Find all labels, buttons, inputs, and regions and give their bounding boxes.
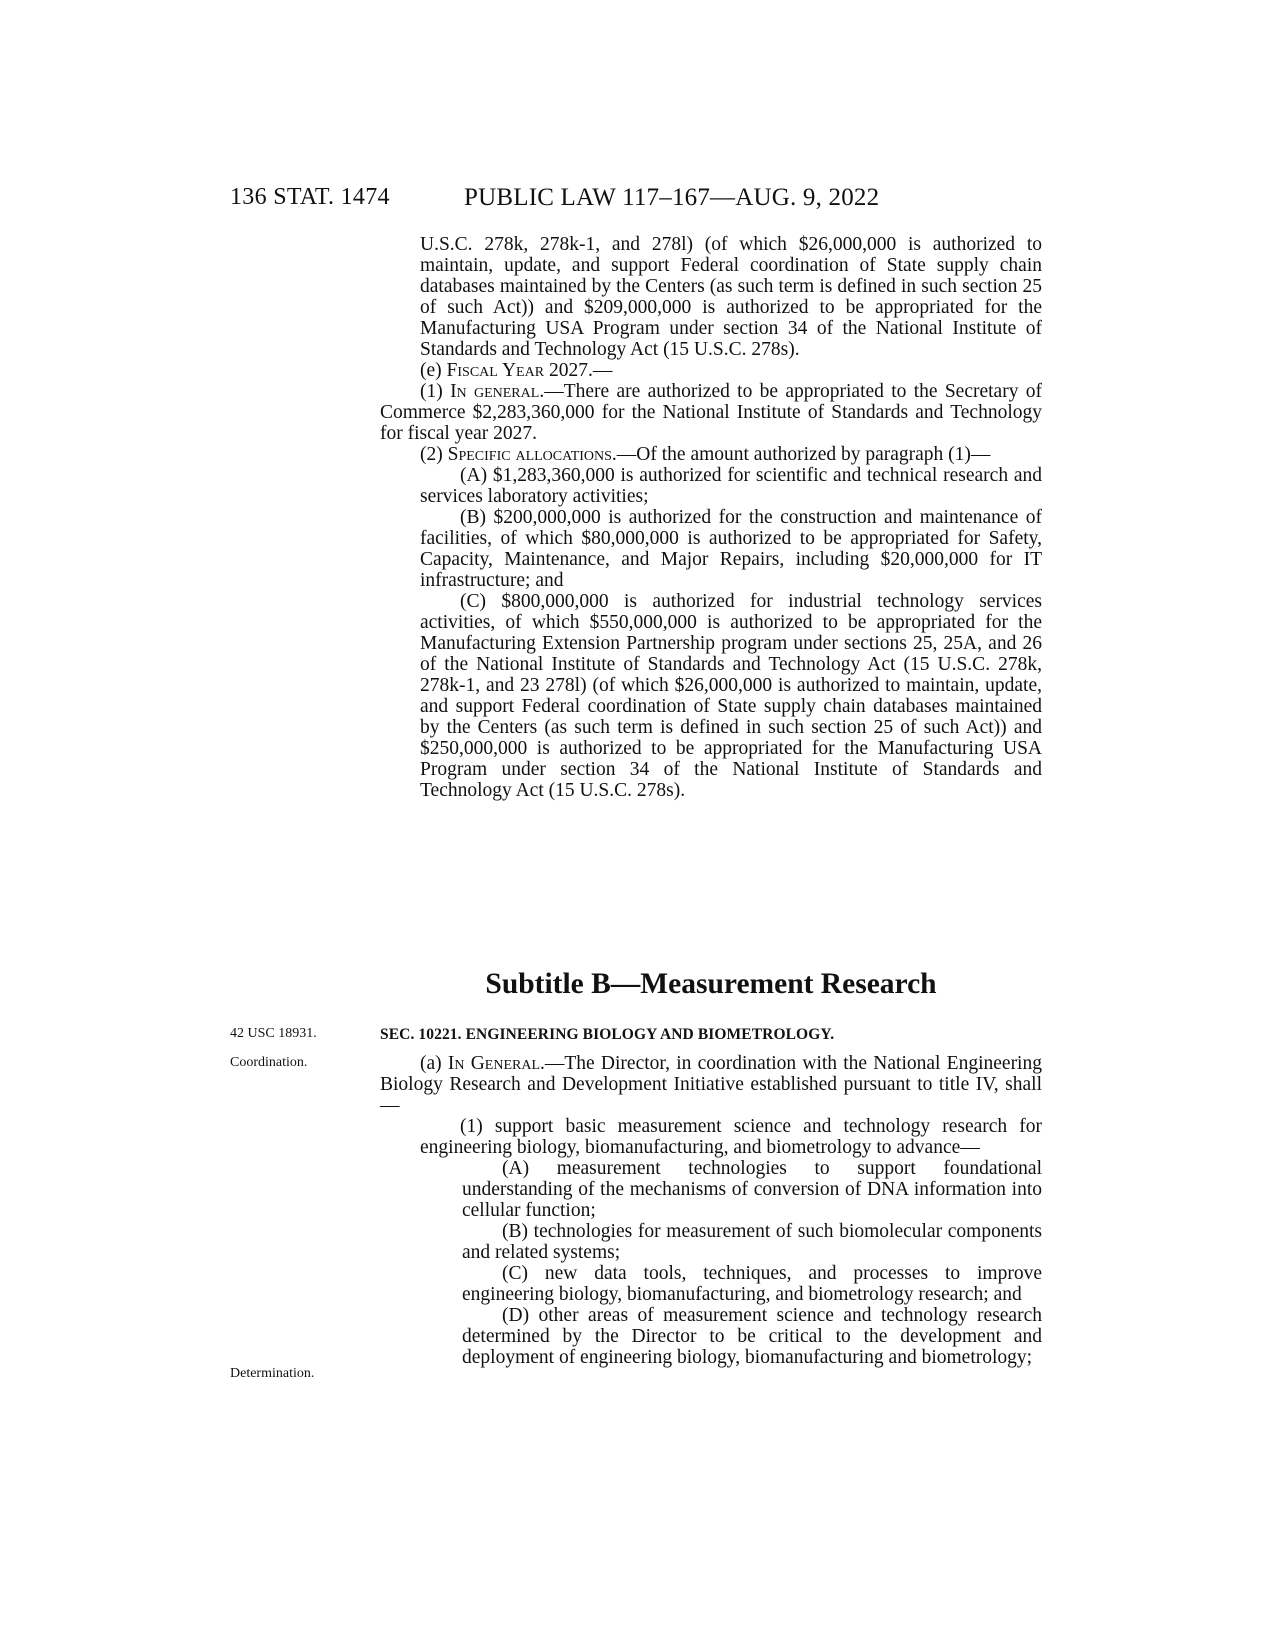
fy2027-subparagraph-b: (B) $200,000,000 is authorized for the construction and maintenance of facilities, of which $80,000,000 is authorized to be appropriated for Safety, Capacity, Maintenance, and Major Repairs, including $20,000,000 for IT infrastructure; and [420,507,1042,591]
section-heading: SEC. 10221. ENGINEERING BIOLOGY AND BIOMETROLOGY. [380,1026,835,1043]
section-subsection-a: (a) In General.—The Director, in coordination with the National Engineering Biology Research and Development Initiative established pursuant to title IV, shall— [380,1053,1042,1116]
subtitle-heading: Subtitle B—Measurement Research [485,968,937,1000]
section-subparagraph-a: (A) measurement technologies to support foundational understanding of the mechanisms of conversion of DNA information into cellular function; [462,1158,1042,1221]
fy2027-heading: (e) Fiscal Year 2027.— [420,360,613,381]
section-subparagraph-c: (C) new data tools, techniques, and processes to improve engineering biology, biomanufacturing, and biometrology research; and [462,1263,1042,1305]
fy2027-paragraph-2: (2) Specific allocations.—Of the amount authorized by paragraph (1)— [420,444,991,465]
margin-note-usc: 42 USC 18931. [230,1026,317,1041]
margin-note-coordination: Coordination. [230,1055,308,1070]
fy2027-subparagraph-a: (A) $1,283,360,000 is authorized for scientific and technical research and services laboratory activities; [420,465,1042,507]
section-10221 [380,1024,1042,1368]
section-subparagraph-b: (B) technologies for measurement of such biomolecular components and related systems; [462,1221,1042,1263]
section-paragraph-1: (1) support basic measurement science and technology research for engineering biology, biomanufacturing, and biometrology to advance— [420,1116,1042,1158]
fy2027-paragraph-1: (1) In general.—There are authorized to be appropriated to the Secretary of Commerce $2,283,360,000 for the National Institute of Standards and Technology for fiscal year 2027. [380,381,1043,444]
running-head: PUBLIC LAW 117–167—AUG. 9, 2022 [464,184,880,211]
continuation-text [380,234,1042,801]
paragraph-d-continued: U.S.C. 278k, 278k-1, and 278l) (of which $26,000,000 is authorized to maintain, update, and support Federal coordination of State supply chain databases maintained by the Centers (as such term is defined in such section 25 of such Act)) and $209,000,000 is authorized to be appropriated for the Manufacturing USA Program under section 34 of the National Institute of Standards and Technology Act (15 U.S.C. 278s). [420,234,1042,360]
stat-page-number: 136 STAT. 1474 [230,184,390,210]
margin-note-determination: Determination. [230,1366,315,1381]
section-subparagraph-d: (D) other areas of measurement science and technology research determined by the Director to be critical to the development and deployment of engineering biology, biomanufacturing and biometrology; [462,1305,1042,1368]
fy2027-subparagraph-c: (C) $800,000,000 is authorized for industrial technology services activities, of which $550,000,000 is authorized to be appropriated for the Manufacturing Extension Partnership program under sections 25, 25A, and 26 of the National Institute of Standards and Technology Act (15 U.S.C. 278k, 278k-1, and 23 278l) (of which $26,000,000 is authorized to maintain, update, and support Federal coordination of State supply chain databases maintained by the Centers (as such term is defined in such section 25 of such Act)) and $250,000,000 is authorized to be appropriated for the Manufacturing USA Program under section 34 of the National Institute of Standards and Technology Act (15 U.S.C. 278s). [420,591,1042,801]
